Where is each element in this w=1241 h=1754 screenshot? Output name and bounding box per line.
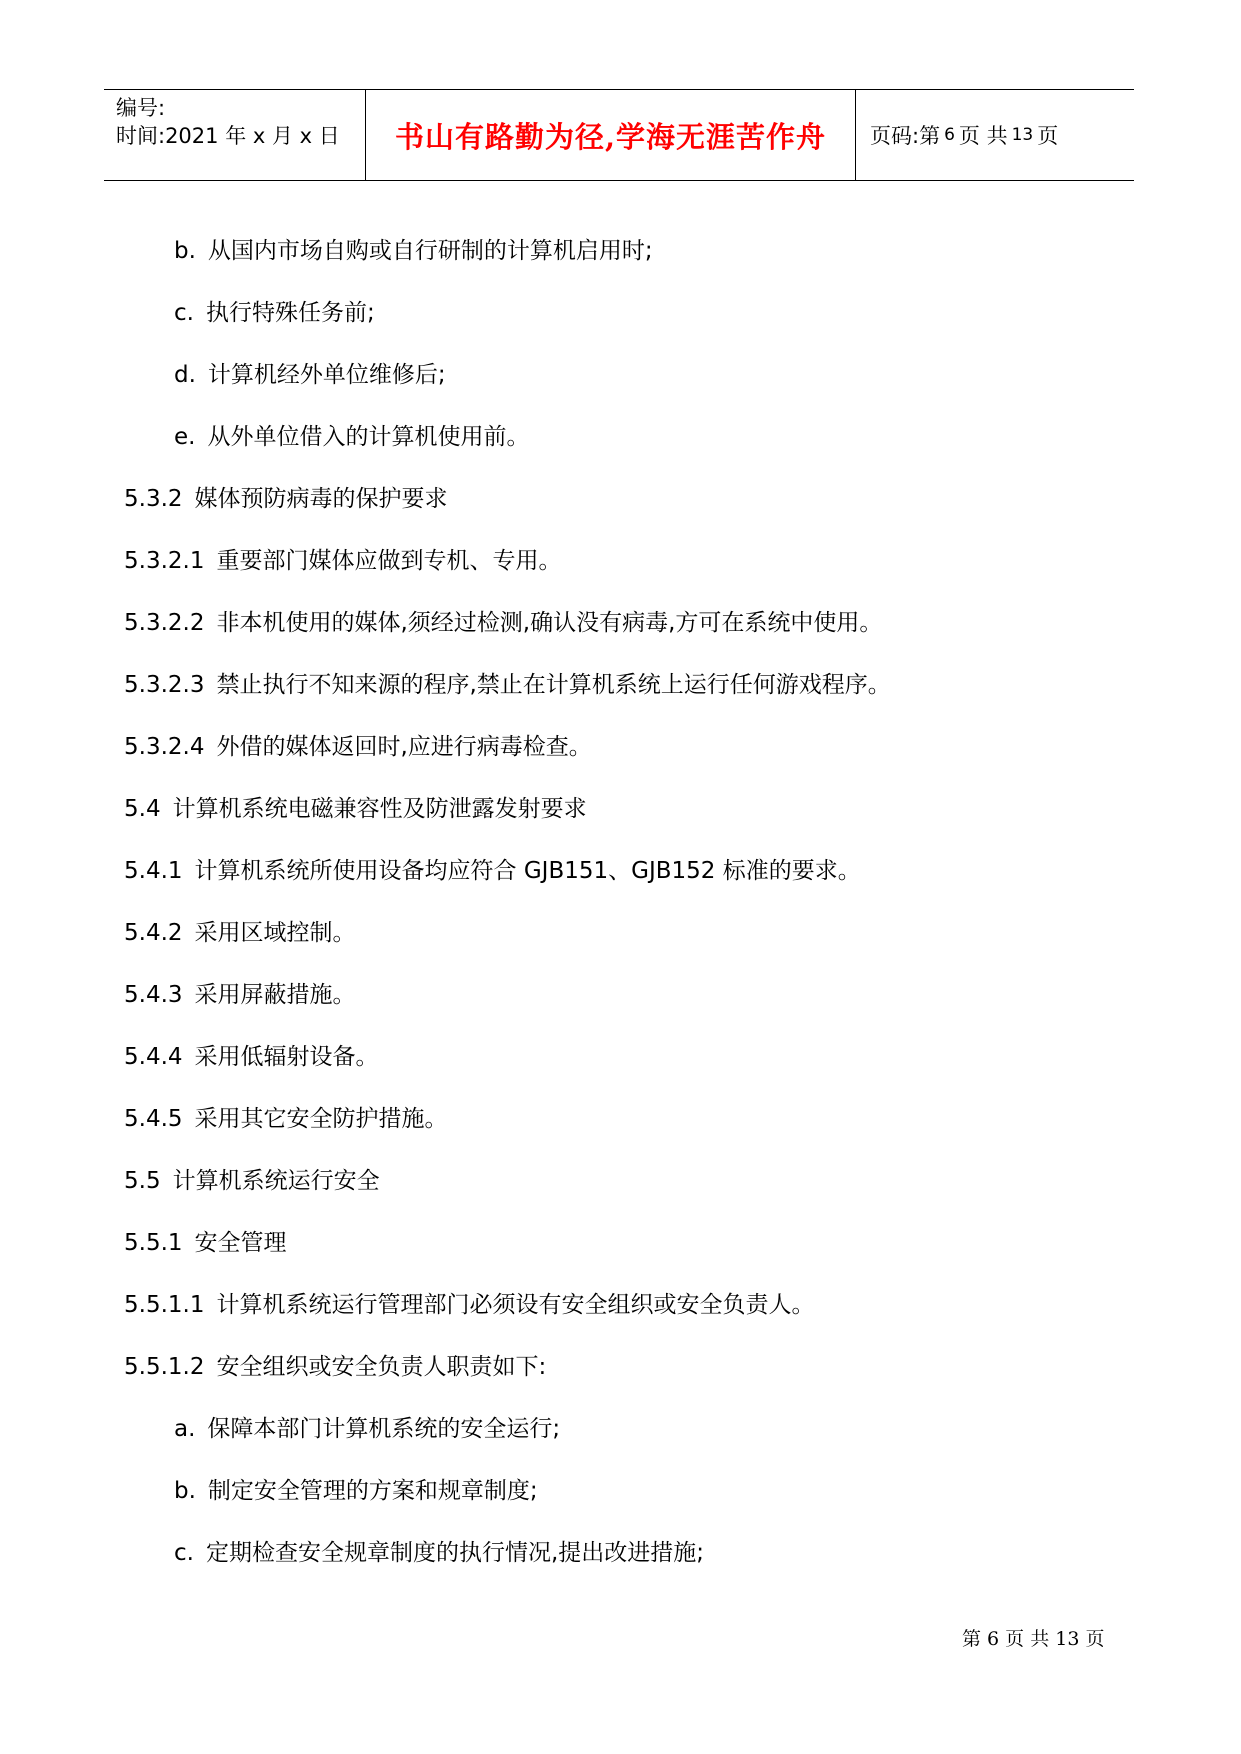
paragraph: 5.4.5 采用其它安全防护措施。 <box>124 1106 448 1132</box>
paragraph: 5.5.1.2 安全组织或安全负责人职责如下: <box>124 1354 547 1380</box>
page-footer: 第 6 页 共 13 页 <box>962 1628 1105 1650</box>
list-item: d. 计算机经外单位维修后; <box>174 362 446 388</box>
header-page-info <box>856 90 1134 180</box>
document-time: 时间:2021 年 x 月 x 日 <box>116 124 340 148</box>
section-heading: 5.4 计算机系统电磁兼容性及防泄露发射要求 <box>124 796 587 822</box>
paragraph: 5.3.2.3 禁止执行不知来源的程序,禁止在计算机系统上运行任何游戏程序。 <box>124 672 891 698</box>
section-heading: 5.3.2 媒体预防病毒的保护要求 <box>124 486 448 512</box>
paragraph: 5.3.2.4 外借的媒体返回时,应进行病毒检查。 <box>124 734 592 760</box>
page-current: 6 <box>944 125 955 145</box>
paragraph: 5.3.2.2 非本机使用的媒体,须经过检测,确认没有病毒,方可在系统中使用。 <box>124 610 883 636</box>
page-total: 13 <box>1011 125 1034 145</box>
paragraph: 5.4.3 采用屏蔽措施。 <box>124 982 356 1008</box>
paragraph: 5.4.2 采用区域控制。 <box>124 920 356 946</box>
list-item: b. 从国内市场自购或自行研制的计算机启用时; <box>174 238 653 264</box>
page-mid: 页 共 <box>958 124 1008 148</box>
page-header <box>104 89 1134 181</box>
paragraph: 5.4.4 采用低辐射设备。 <box>124 1044 379 1070</box>
paragraph: 5.4.1 计算机系统所使用设备均应符合 GJB151、GJB152 标准的要求。 <box>124 858 861 884</box>
document-number-label: 编号: <box>116 96 166 120</box>
section-heading: 5.5 计算机系统运行安全 <box>124 1168 380 1194</box>
page-suffix: 页 <box>1037 124 1059 148</box>
list-item: a. 保障本部门计算机系统的安全运行; <box>174 1416 561 1442</box>
list-item: b. 制定安全管理的方案和规章制度; <box>174 1478 538 1504</box>
list-item: c. 执行特殊任务前; <box>174 300 375 326</box>
list-item: c. 定期检查安全规章制度的执行情况,提出改进措施; <box>174 1540 705 1566</box>
paragraph: 5.3.2.1 重要部门媒体应做到专机、专用。 <box>124 548 562 574</box>
paragraph: 5.5.1.1 计算机系统运行管理部门必须设有安全组织或安全负责人。 <box>124 1292 815 1318</box>
list-item: e. 从外单位借入的计算机使用前。 <box>174 424 530 450</box>
header-meta <box>104 90 366 180</box>
header-motto: 书山有路勤为径,学海无涯苦作舟 <box>366 90 856 180</box>
page-prefix: 页码:第 <box>870 124 941 148</box>
section-heading: 5.5.1 安全管理 <box>124 1230 287 1256</box>
